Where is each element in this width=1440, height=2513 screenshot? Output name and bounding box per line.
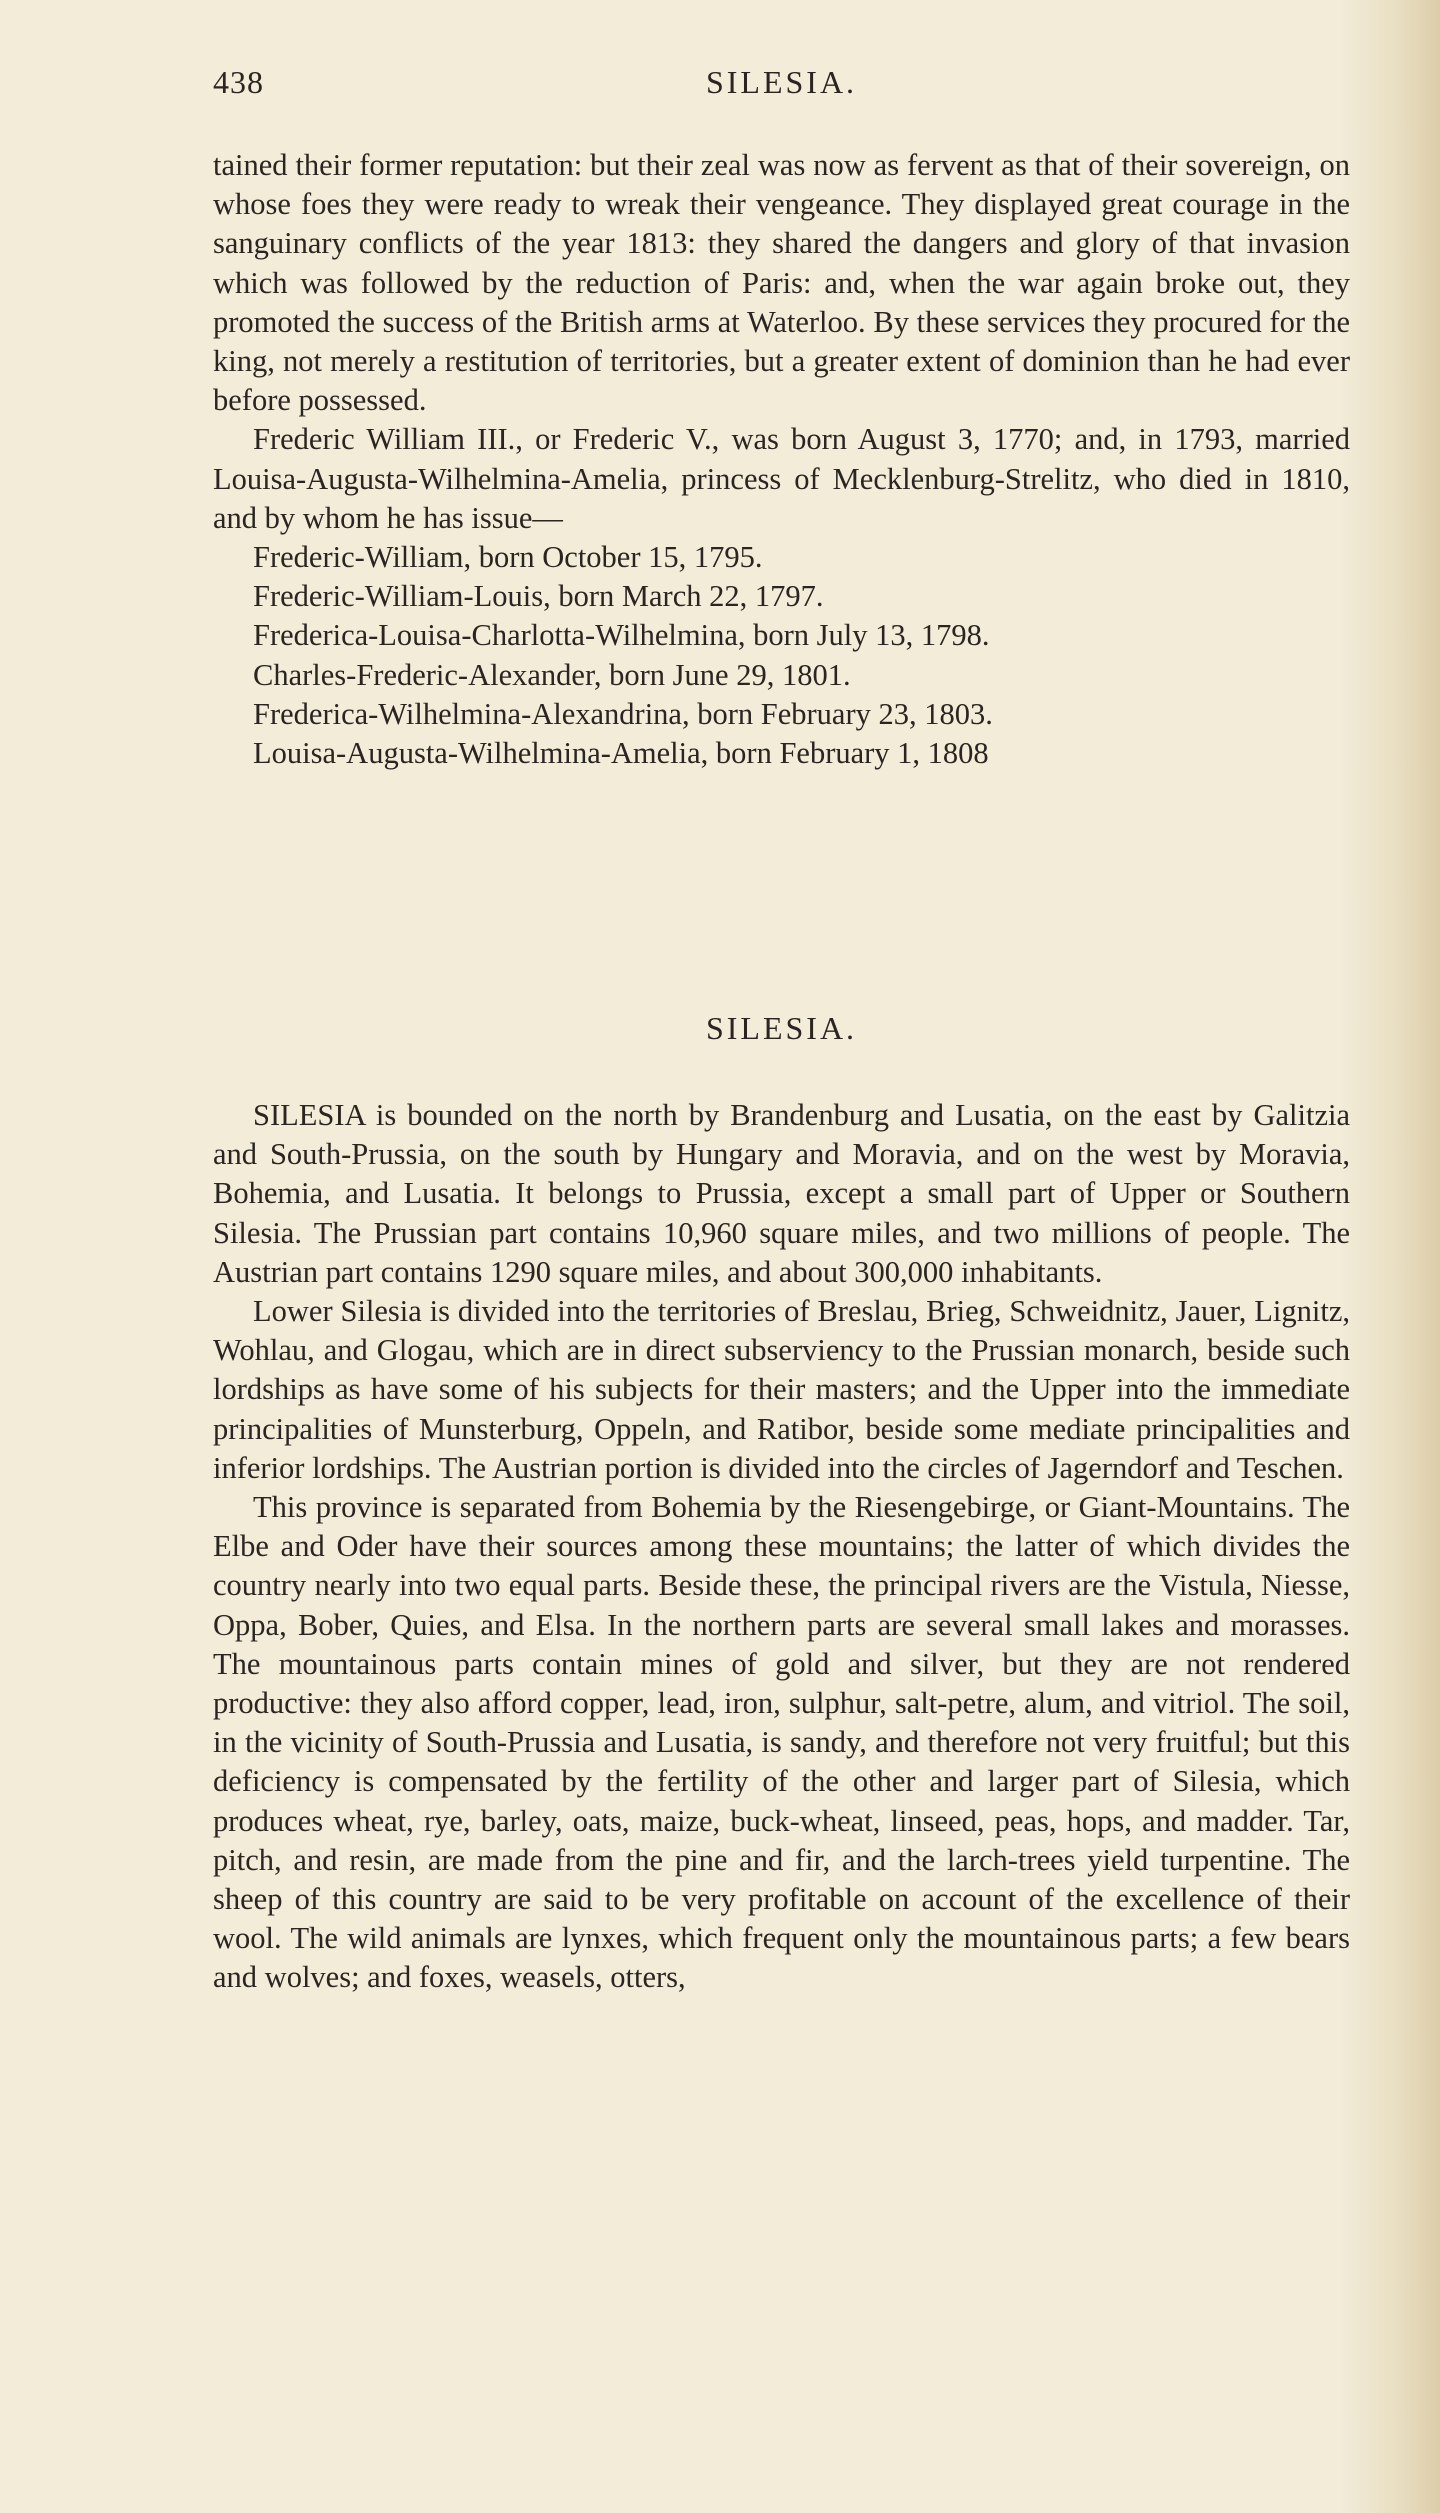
issue-item: Charles-Frederic-Alexander, born June 29, 1801. <box>253 657 851 692</box>
issue-item: Frederica-Louisa-Charlotta-Wilhelmina, born July 13, 1798. <box>253 618 990 653</box>
king-paragraph: Frederic William III., or Frederic V., was born August 3, 1770; and, in 1793, married Louisa-Augusta-Wilhelmina-Amelia, princess of Mecklenburg-Strelitz, who died in 1810, and by whom he has issue— <box>213 422 1350 535</box>
continuation-paragraph: tained their former reputation: but their zeal was now as fervent as that of their sovereign, on whose foes they were ready to wreak their vengeance. They displayed great courage in the sanguinary conflicts of the year 1813: they shared the dangers and glory of that invasion which was followed by the reduction of Paris: and, when the war again broke out, they promoted the success of the British arms at Waterloo. By these services they procured for the king, not merely a restitution of territories, but a greater extent of dominion than he had ever before possessed. <box>213 148 1350 418</box>
issue-item: Louisa-Augusta-Wilhelmina-Amelia, born February 1, 1808 <box>253 736 989 771</box>
section-title: SILESIA. <box>705 1010 858 1046</box>
silesia-section-text <box>213 1096 1350 1998</box>
running-head: SILESIA. <box>705 64 858 100</box>
page-number: 438 <box>213 64 264 100</box>
issue-item: Frederic-William-Louis, born March 22, 1797. <box>253 579 824 614</box>
divisions-paragraph: Lower Silesia is divided into the territories of Breslau, Brieg, Schweidnitz, Jauer, Lignitz, Wohlau, and Glogau, which are in direct subserviency to the Prussian monarch, beside such lordships as have some of his subjects for their masters; and the Upper into the immediate principalities of Munsterburg, Oppeln, and Ratibor, beside some mediate principalities and inferior lordships. The Austrian portion is divided into the circles of Jagerndorf and Teschen. <box>213 1294 1350 1485</box>
issue-list <box>213 538 1350 773</box>
issue-item: Frederic-William, born October 15, 1795. <box>253 540 763 575</box>
page-header <box>213 64 1350 114</box>
preceding-section-text <box>213 146 1350 773</box>
boundaries-paragraph: SILESIA is bounded on the north by Brandenburg and Lusatia, on the east by Galitzia and South-Prussia, on the south by Hungary and Moravia, and on the west by Moravia, Bohemia, and Lusatia. It belongs to Prussia, except a small part of Upper or Southern Silesia. The Prussian part contains 10,960 square miles, and two millions of people. The Austrian part contains 1290 square miles, and about 300,000 inhabitants. <box>213 1098 1350 1289</box>
geography-paragraph: This province is separated from Bohemia by the Riesengebirge, or Giant-Mountains. The Elbe and Oder have their sources among these mountains; the latter of which divides the country nearly into two equal parts. Beside these, the principal rivers are the Vistula, Niesse, Oppa, Bober, Quies, and Elsa. In the northern parts are several small lakes and morasses. The mountainous parts contain mines of gold and silver, but they are not rendered productive: they also afford copper, lead, iron, sulphur, salt-petre, alum, and vitriol. The soil, in the vicinity of South-Prussia and Lusatia, is sandy, and therefore not very fruitful; but this deficiency is compensated by the fertility of the other and larger part of Silesia, which produces wheat, rye, barley, oats, maize, buck-wheat, linseed, peas, hops, and madder. Tar, pitch, and resin, are made from the pine and fir, and the larch-trees yield turpentine. The sheep of this country are said to be very profitable on account of the excellence of their wool. The wild animals are lynxes, which frequent only the mountainous parts; a few bears and wolves; and foxes, weasels, otters, <box>213 1490 1350 1995</box>
issue-item: Frederica-Wilhelmina-Alexandrina, born February 23, 1803. <box>253 696 993 731</box>
